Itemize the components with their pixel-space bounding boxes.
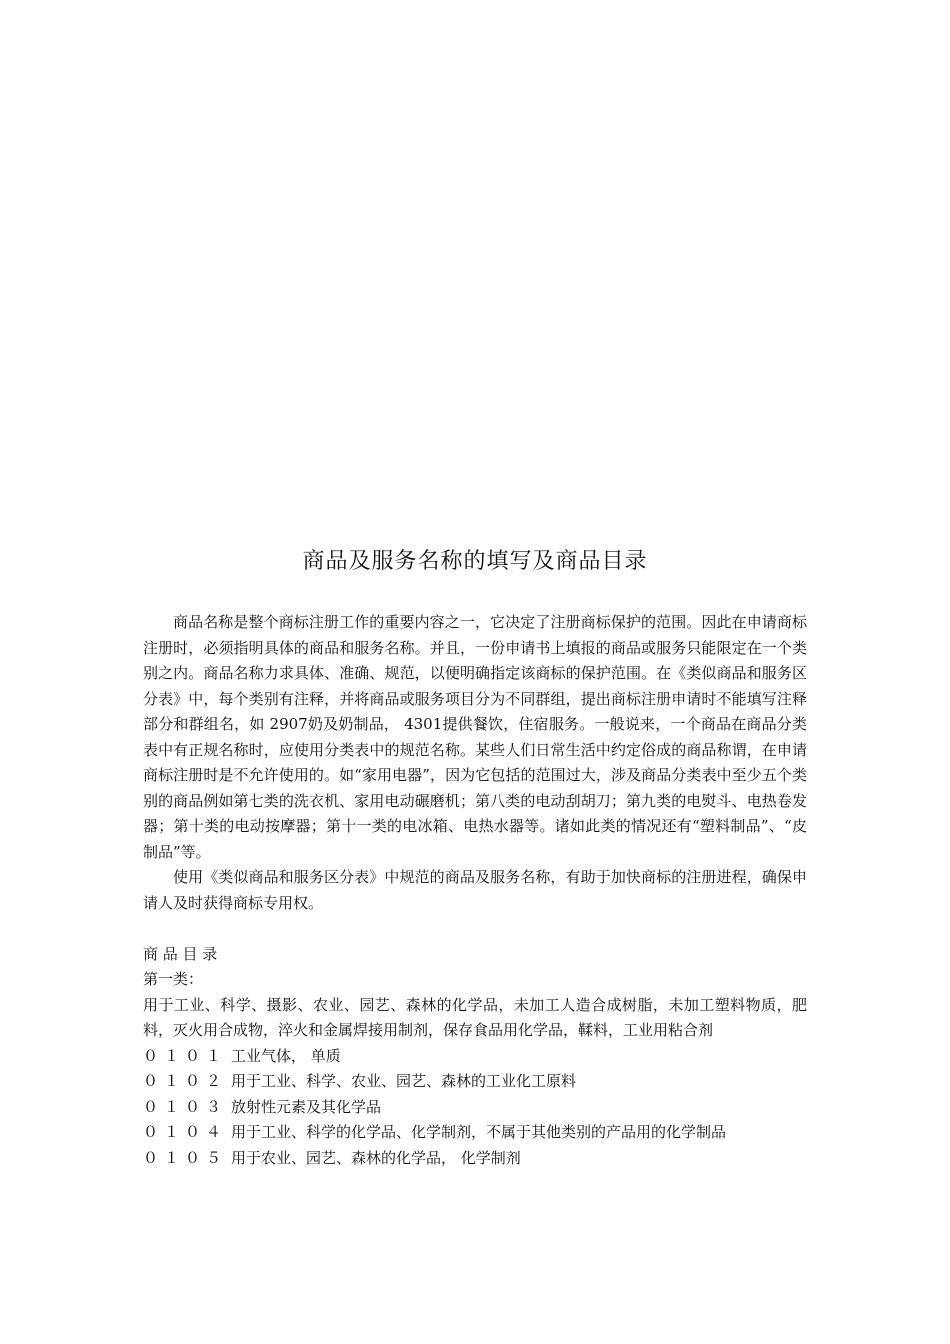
catalog-item [143, 1044, 807, 1070]
item-code: ０１０３ [143, 1097, 228, 1116]
item-name: 用于农业、园艺、森林的化学品， 化学制剂 [231, 1148, 521, 1167]
catalog-item [143, 1120, 807, 1146]
catalog-heading: 商 品 目 录 [143, 944, 218, 963]
item-code: ０１０４ [143, 1123, 228, 1141]
catalog-item [143, 1069, 807, 1095]
spacer [143, 916, 807, 942]
catalog-item [143, 1095, 807, 1121]
class-heading: 第一类： [143, 970, 204, 988]
document-body [143, 610, 807, 1171]
item-name: 用于工业、科学、农业、园艺、森林的工业化工原料 [231, 1072, 577, 1090]
item-code: ０１０１ [143, 1046, 228, 1065]
intro-paragraph: 商品名称是整个商标注册工作的重要内容之一，它决定了注册商标保护的范围。因此在申请商标注册时，必须指明具体的商品和服务名称。并且，一份申请书上填报的商品或服务只能限定在一个类别之内。商品名称力求具体、准确、规范，以便明确指定该商标的保护范围。在《类似商品和服务区分表》中，每个类别有注释，并将商品或服务项目分为不同群组，提出商标注册申请时不能填写注释部分和群组名，如 2907奶及奶制品， 4301提供餐饮，住宿服务。一般说来，一个商品在商品分类表中有正规名称时，应使用分类表中的规范名称。某些人们日常生活中约定俗成的商品称谓，在申请商标注册时是不允许使用的。如“家用电器”，因为它包括的范围过大，涉及商品分类表中至少五个类别的商品例如第七类的洗衣机、家用电动碾磨机；第八类的电动刮胡刀；第九类的电熨斗、电热卷发器；第十类的电动按摩器；第十一类的电冰箱、电热水器等。诸如此类的情况还有“塑料制品”、“皮制品”等。 [143, 613, 807, 861]
document-title: 商品及服务名称的填写及商品目录 [302, 549, 648, 574]
class-description: 用于工业、科学、摄影、农业、园艺、森林的化学品，未加工人造合成树脂，未加工塑料物质，肥料，灭火用合成物，淬火和金属焊接用制剂，保存食品用化学品，鞣料，工业用粘合剂 [143, 995, 807, 1039]
usage-paragraph: 使用《类似商品和服务区分表》中规范的商品及服务名称，有助于加快商标的注册进程，确保申请人及时获得商标专用权。 [143, 868, 807, 912]
catalog-item [143, 1146, 807, 1172]
item-name: 用于工业、科学的化学品、化学制剂，不属于其他类别的产品用的化学制品 [231, 1123, 727, 1141]
item-code: ０１０２ [143, 1072, 228, 1090]
item-code: ０１０５ [143, 1148, 228, 1167]
item-name: 工业气体， 单质 [231, 1046, 341, 1065]
item-name: 放射性元素及其化学品 [231, 1097, 382, 1116]
